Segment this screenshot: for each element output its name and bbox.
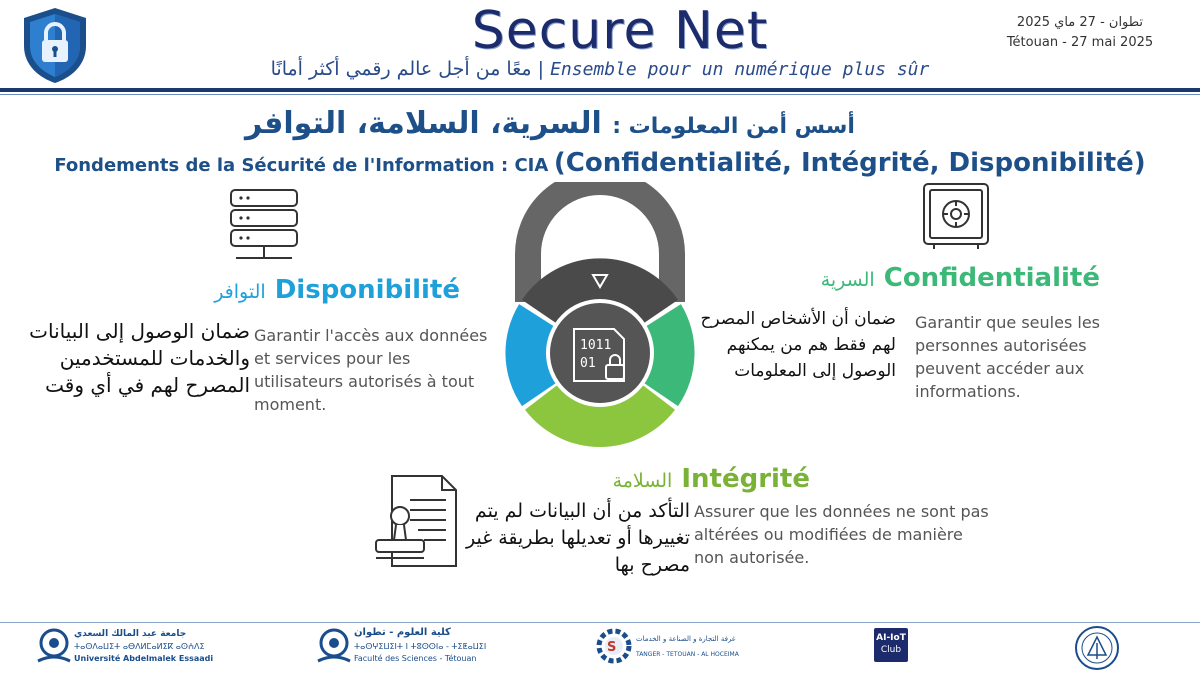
availability-text-french: Garantir l'accès aux données et services pour les utilisateurs autorisés à tout moment.: [254, 326, 488, 414]
fst-name-arabic: كلية العلوم - تطوان: [354, 627, 451, 638]
partner-seal-logo: [1074, 625, 1120, 671]
integrity-heading: [560, 463, 810, 497]
svg-text:S: S: [607, 640, 617, 655]
header-divider: [0, 88, 1200, 92]
integrity-title-arabic: السلامة: [612, 470, 673, 492]
page-title-arabic: [200, 104, 900, 147]
confidentiality-title-french: Confidentialité: [883, 263, 1100, 293]
club-line-1: AI-IoT: [876, 633, 906, 643]
tagline-arabic: معًا من أجل عالم رقمي أكثر أمانًا: [270, 58, 532, 80]
ccis-chamber-logo: [596, 628, 746, 668]
document-stamp-icon: [370, 470, 465, 572]
event-date-french: Tétouan - 27 mai 2025: [1006, 35, 1154, 50]
title-arabic-prefix: أسس أمن المعلومات :: [612, 114, 855, 139]
ai-iot-club-logo: [874, 628, 908, 662]
integrity-text-arabic: التأكد من أن البيانات لم يتم تغييرها أو تعديلها بطريقة غير مصرح بها: [466, 500, 690, 576]
confidentiality-title-arabic: السرية: [820, 269, 875, 291]
confidentiality-text-arabic: ضمان أن الأشخاص المصرح لهم فقط هم من يمكنهم الوصول إلى المعلومات: [700, 309, 896, 381]
tagline-separator: |: [537, 58, 545, 80]
fst-name-tifinagh: ⵜⴰⵙⵖⵉⵡⵉⵏⵜ ⵏ ⵜⵓⵙⵙⵏⴰ - ⵜⵉⵟⴰⵡⵉⵏ: [354, 642, 487, 651]
availability-text-arabic: ضمان الوصول إلى البيانات والخدمات للمستخدمين المصرح لهم في أي وقت: [29, 319, 250, 397]
uae-name-tifinagh: ⵜⴰⵙⴷⴰⵡⵉⵜ ⴰⴱⴷⵍⵎⴰⵍⵉⴽ ⴰⵙⵄⴷⵉ: [74, 642, 205, 651]
availability-title-french: Disponibilité: [274, 275, 460, 305]
brand-title: Secure Net: [471, 1, 769, 61]
uae-university-logo: [36, 627, 214, 669]
availability-heading: [170, 274, 460, 308]
title-arabic-main: السرية، السلامة، التوافر: [245, 106, 602, 141]
shield-lock-logo: [20, 6, 90, 84]
title-french-main: (Confidentialité, Intégrité, Disponibilité): [553, 148, 1146, 178]
integrity-title-french: Intégrité: [681, 464, 810, 494]
confidentiality-heading: [800, 262, 1100, 296]
title-french-prefix: Fondements de la Sécurité de l'Information : CIA: [54, 155, 549, 176]
uae-name-french: Université Abdelmalek Essaadi: [74, 654, 214, 663]
page-title-french: [40, 145, 1160, 184]
safe-icon: [922, 182, 992, 252]
uae-name-arabic: جامعة عبد المالك السعدي: [74, 629, 187, 639]
confidentiality-text-french: Garantir que seules les personnes autorisées peuvent accéder aux informations.: [915, 313, 1100, 401]
club-line-2: Club: [880, 645, 902, 655]
binary-line-1: 1011: [580, 338, 612, 353]
availability-title-arabic: التوافر: [214, 281, 266, 303]
header-divider-thin: [0, 94, 1200, 95]
lock-core: [548, 301, 652, 405]
cia-lock-diagram: [490, 182, 710, 470]
ccis-name-arabic: غرفة التجارة و الصناعة و الخدمات: [636, 635, 736, 643]
fst-name-french: Faculté des Sciences - Tétouan: [354, 654, 477, 663]
tagline-french: Ensemble pour un numérique plus sûr: [550, 59, 930, 80]
footer-divider: [0, 622, 1200, 623]
binary-line-2: 01: [580, 356, 596, 371]
server-icon: [226, 186, 302, 266]
ccis-region: TANGER - TETOUAN - AL HOCEIMA: [636, 651, 739, 658]
event-date-arabic: تطوان - 27 ماي 2025: [1016, 15, 1144, 30]
tagline: [240, 56, 960, 83]
integrity-text-french: Assurer que les données ne sont pas altérées ou modifiées de manière non autorisée.: [694, 502, 989, 567]
fst-faculty-logo: [316, 627, 487, 669]
